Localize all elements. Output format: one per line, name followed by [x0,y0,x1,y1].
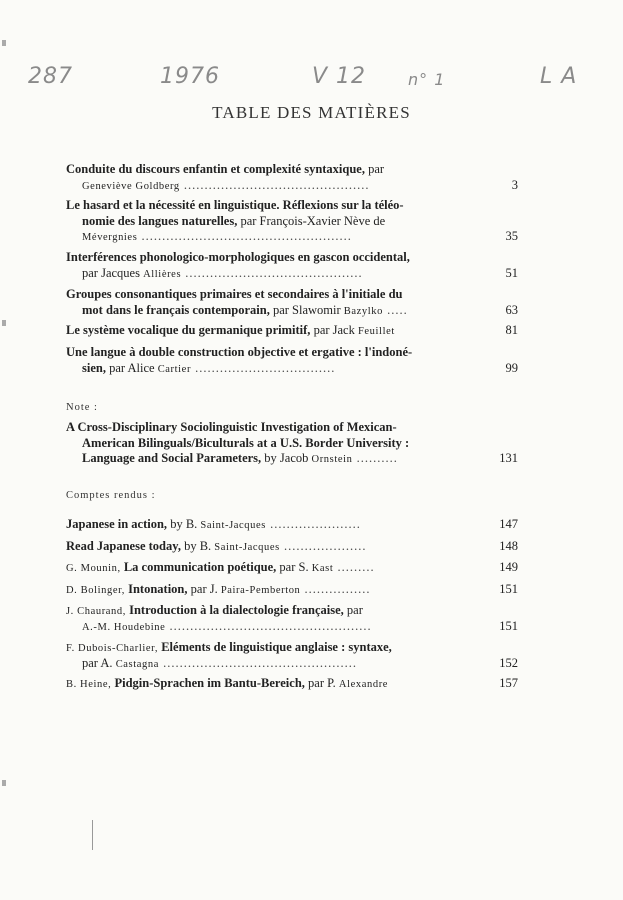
handwritten-note: 287 [28,64,73,89]
toc-entry: Le système vocalique du germanique primitif, par Jack Feuillet 81 [66,323,518,337]
page-number: 151 [499,582,518,596]
toc-entry: Groupes consonantiques primaires et secondaires à l'initiale du mot dans le français contemporain, par Slawomir Bazylko ..... 63 [66,287,518,317]
toc-entry: A Cross-Disciplinary Sociolinguistic Investigation of Mexican- American Bilinguals/Biculturals at a U.S. Border University : Language and Social Parameters, by Jacob Ornstein .......... 131 [66,420,518,465]
page-number: 3 [511,177,518,192]
scan-mark [2,40,6,46]
handwritten-volume: V 12 [312,64,367,89]
page-number: 149 [499,560,518,574]
section-heading-reviews: Comptes rendus : [66,490,156,501]
handwritten-year: 1976 [160,64,220,89]
scan-mark [2,320,6,326]
review-entry: J. Chaurand, Introduction à la dialectologie française, par A.-M. Houdebine ................................................. 151 [66,603,518,633]
toc-entry: Interférences phonologico-morphologiques en gascon occidental, par Jacques Allières ........................................... 51 [66,250,518,280]
page-title: TABLE DES MATIÈRES [212,103,411,122]
section-heading-note: Note : [66,402,98,413]
page-number: 63 [505,302,518,317]
page-number: 152 [499,655,518,670]
page-number: 51 [505,265,518,280]
page-number: 99 [505,360,518,375]
handwritten-initials: L A [540,64,578,89]
review-entry: Read Japanese today, by B. Saint-Jacques .................... 148 [66,539,518,553]
toc-entry: Conduite du discours enfantin et complexité syntaxique, par Geneviève Goldberg ............................................. 3 [66,162,518,192]
toc-entry: Le hasard et la nécessité en linguistique. Réflexions sur la téléo- nomie des langues naturelles, par François-Xavier Nève de Mévergnies ................................................... 35 [66,198,518,243]
page-number: 35 [505,229,518,243]
review-entry: F. Dubois-Charlier, Eléments de linguistique anglaise : syntaxe, par A. Castagna ............................................... 152 [66,640,518,670]
review-entry: G. Mounin, La communication poétique, par S. Kast ......... 149 [66,560,518,574]
scan-mark [2,780,6,786]
page-number: 147 [499,517,518,531]
page-number: 157 [499,676,518,690]
pen-stroke [92,820,93,850]
handwritten-issue: n° 1 [408,70,446,89]
review-entry: D. Bolinger, Intonation, par J. Paira-Pemberton ................ 151 [66,582,518,596]
page-number: 81 [505,323,518,337]
review-entry: B. Heine, Pidgin-Sprachen im Bantu-Bereich, par P. Alexandre 157 [66,676,518,690]
page-number: 131 [499,451,518,465]
toc-entry: Une langue à double construction objective et ergative : l'indoné- sien, par Alice Cartier .................................. 99 [66,345,518,375]
review-entry: Japanese in action, by B. Saint-Jacques ...................... 147 [66,517,518,531]
page-number: 148 [499,539,518,553]
page-number: 151 [499,618,518,633]
